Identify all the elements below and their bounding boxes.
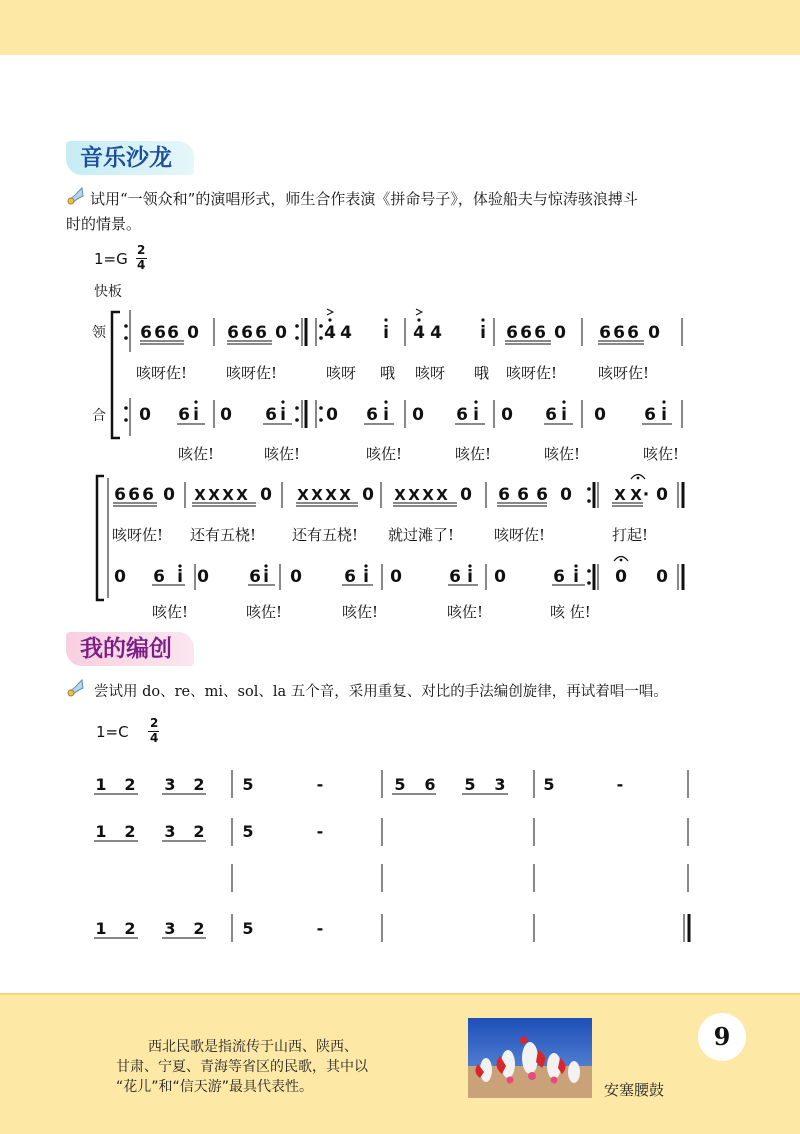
- svg-text:X: X: [614, 486, 626, 504]
- svg-text:5: 5: [242, 919, 254, 938]
- svg-text:4: 4: [430, 323, 442, 343]
- time-signature-bottom: 4: [137, 258, 146, 272]
- instruction-text-line1: 试用“一领众和”的演唱形式，师生合作表演《拼命号子》，体验船夫与惊涛骇浪搏斗: [90, 190, 638, 208]
- svg-text:X: X: [236, 486, 248, 504]
- chorus-label: 合: [92, 408, 106, 424]
- svg-text:6: 6: [366, 405, 378, 425]
- svg-text:X: X: [339, 486, 351, 504]
- section-title-my-creation: 我的编创: [66, 632, 194, 666]
- svg-text:5: 5: [464, 775, 476, 794]
- svg-text:i: i: [193, 405, 199, 425]
- svg-text:0: 0: [290, 567, 302, 587]
- svg-text:i: i: [263, 567, 269, 587]
- svg-text:4: 4: [413, 323, 425, 343]
- ansai-waist-drum-photo: [468, 1018, 592, 1098]
- svg-text:3: 3: [164, 919, 176, 938]
- lyric: 咳佐!: [455, 445, 492, 463]
- time-signature-top: 2: [137, 243, 146, 257]
- svg-text:i: i: [467, 567, 473, 587]
- svg-text:6: 6: [613, 323, 625, 343]
- key-signature: 1=C: [96, 723, 129, 741]
- svg-text:i: i: [573, 567, 579, 587]
- svg-text:4: 4: [324, 323, 336, 343]
- svg-text:X: X: [408, 486, 420, 504]
- svg-text:0: 0: [260, 485, 272, 505]
- lyric: 咳佐!: [264, 445, 301, 463]
- svg-text:6: 6: [167, 323, 179, 343]
- svg-text:2: 2: [124, 822, 136, 841]
- svg-text:6: 6: [153, 567, 165, 587]
- svg-text:1: 1: [95, 919, 107, 938]
- svg-text:1: 1: [95, 775, 107, 794]
- svg-text:6: 6: [154, 323, 166, 343]
- svg-text:6: 6: [344, 567, 356, 587]
- lyric: 咳呀佐!: [112, 526, 164, 544]
- svg-text:6: 6: [424, 775, 436, 794]
- svg-text:X: X: [630, 486, 642, 504]
- svg-text:i: i: [480, 323, 486, 343]
- svg-text:6: 6: [265, 405, 277, 425]
- svg-text:0: 0: [139, 405, 151, 425]
- lyric: 哦: [380, 364, 396, 382]
- svg-text:6: 6: [128, 485, 140, 505]
- svg-text:6: 6: [227, 323, 239, 343]
- svg-text:6: 6: [498, 485, 510, 505]
- svg-text:X: X: [208, 486, 220, 504]
- svg-text:6: 6: [520, 323, 532, 343]
- lyric: 咳呀佐!: [506, 364, 558, 382]
- svg-text:2: 2: [124, 919, 136, 938]
- svg-text:·: ·: [642, 485, 650, 505]
- svg-text:0: 0: [494, 567, 506, 587]
- lyric: 还有五桡!: [190, 526, 257, 544]
- lyric: 哦: [474, 364, 490, 382]
- svg-text:0: 0: [615, 567, 627, 587]
- svg-text:6: 6: [536, 485, 548, 505]
- svg-text:X: X: [222, 486, 234, 504]
- svg-text:-: -: [316, 775, 324, 794]
- svg-text:0: 0: [656, 485, 668, 505]
- svg-text:6: 6: [178, 405, 190, 425]
- svg-text:0: 0: [362, 485, 374, 505]
- lyric: 咳呀: [326, 364, 357, 382]
- key-signature: 1=G: [94, 250, 128, 268]
- svg-text:-: -: [616, 775, 624, 794]
- svg-text:1: 1: [95, 822, 107, 841]
- svg-text:i: i: [280, 405, 286, 425]
- svg-text:0: 0: [460, 485, 472, 505]
- svg-text:i: i: [473, 405, 479, 425]
- page-number: 9: [698, 1013, 746, 1061]
- svg-text:0: 0: [187, 323, 199, 343]
- svg-text:3: 3: [164, 775, 176, 794]
- svg-text:X: X: [422, 486, 434, 504]
- svg-text:i: i: [661, 405, 667, 425]
- svg-text:2: 2: [193, 822, 205, 841]
- svg-text:6: 6: [599, 323, 611, 343]
- lyric: 咳佐!: [246, 603, 283, 621]
- svg-text:0: 0: [594, 405, 606, 425]
- lyric: 咳佐!: [178, 445, 215, 463]
- footer-note-line2: 甘肃、宁夏、青海等省区的民歌，其中以: [116, 1059, 368, 1075]
- svg-text:6: 6: [506, 323, 518, 343]
- svg-text:6: 6: [553, 567, 565, 587]
- svg-text:2: 2: [124, 775, 136, 794]
- footer-note-line3: “花儿”和“信天游”最具代表性。: [116, 1079, 314, 1095]
- lyric: 咳呀佐!: [494, 526, 546, 544]
- svg-text:0: 0: [501, 405, 513, 425]
- svg-text:2: 2: [193, 775, 205, 794]
- svg-text:3: 3: [494, 775, 506, 794]
- lead-label: 领: [92, 325, 106, 341]
- svg-text:i: i: [177, 567, 183, 587]
- svg-text:5: 5: [394, 775, 406, 794]
- svg-text:i: i: [383, 323, 389, 343]
- svg-text:i: i: [383, 405, 389, 425]
- svg-text:X: X: [297, 486, 309, 504]
- svg-text:-: -: [316, 919, 324, 938]
- svg-text:0: 0: [656, 567, 668, 587]
- tempo-marking: 快板: [94, 284, 122, 300]
- svg-text:6: 6: [517, 485, 529, 505]
- svg-text:6: 6: [241, 323, 253, 343]
- lyric: 咳佐!: [447, 603, 484, 621]
- svg-text:0: 0: [648, 323, 660, 343]
- svg-text:3: 3: [164, 822, 176, 841]
- lyric: 就过滩了!: [388, 526, 455, 544]
- lyric: 咳佐!: [366, 445, 403, 463]
- svg-text:5: 5: [543, 775, 555, 794]
- svg-text:-: -: [316, 822, 324, 841]
- svg-text:6: 6: [627, 323, 639, 343]
- svg-text:2: 2: [193, 919, 205, 938]
- svg-text:0: 0: [275, 323, 287, 343]
- lyric: 咳呀佐!: [598, 364, 650, 382]
- svg-text:6: 6: [545, 405, 557, 425]
- svg-text:0: 0: [220, 405, 232, 425]
- lyric: 还有五桡!: [292, 526, 359, 544]
- lyric: 咳 佐!: [550, 603, 591, 621]
- lyric: 咳呀佐!: [136, 364, 188, 382]
- creation-instruction: 尝试用 do、re、mi、sol、la 五个音，采用重复、对比的手法编创旋律，再试着唱一唱。: [94, 684, 668, 700]
- svg-text:5: 5: [242, 775, 254, 794]
- svg-text:i: i: [561, 405, 567, 425]
- section-title-music-salon: 音乐沙龙: [66, 141, 194, 175]
- svg-text:X: X: [436, 486, 448, 504]
- svg-text:X: X: [394, 486, 406, 504]
- svg-text:0: 0: [326, 405, 338, 425]
- svg-text:6: 6: [456, 405, 468, 425]
- svg-text:6: 6: [449, 567, 461, 587]
- svg-text:X: X: [325, 486, 337, 504]
- svg-text:X: X: [311, 486, 323, 504]
- svg-text:6: 6: [114, 485, 126, 505]
- lyric: 咳呀: [415, 364, 446, 382]
- instruction-text-line2: 时的情景。: [66, 215, 142, 233]
- lyric: 咳呀佐!: [226, 364, 278, 382]
- svg-text:0: 0: [197, 567, 209, 587]
- svg-text:6: 6: [534, 323, 546, 343]
- svg-text:0: 0: [390, 567, 402, 587]
- svg-text:6: 6: [142, 485, 154, 505]
- svg-text:0: 0: [554, 323, 566, 343]
- svg-text:6: 6: [255, 323, 267, 343]
- svg-text:6: 6: [644, 405, 656, 425]
- lyric: 咳佐!: [342, 603, 379, 621]
- footer-note-line1: 西北民歌是指流传于山西、陕西、: [148, 1039, 358, 1055]
- time-signature-bottom: 4: [150, 731, 159, 745]
- photo-caption: 安塞腰鼓: [604, 1081, 665, 1099]
- lyric: 打起!: [612, 526, 649, 544]
- svg-text:6: 6: [249, 567, 261, 587]
- svg-text:0: 0: [114, 567, 126, 587]
- lyric: 咳佐!: [643, 445, 680, 463]
- svg-text:0: 0: [163, 485, 175, 505]
- svg-text:4: 4: [340, 323, 352, 343]
- svg-text:X: X: [194, 486, 206, 504]
- lyric: 咳佐!: [152, 603, 189, 621]
- svg-text:6: 6: [140, 323, 152, 343]
- svg-text:i: i: [363, 567, 369, 587]
- lyric: 咳佐!: [544, 445, 581, 463]
- time-signature-top: 2: [150, 716, 159, 730]
- svg-text:0: 0: [560, 485, 572, 505]
- svg-text:0: 0: [412, 405, 424, 425]
- svg-text:5: 5: [242, 822, 254, 841]
